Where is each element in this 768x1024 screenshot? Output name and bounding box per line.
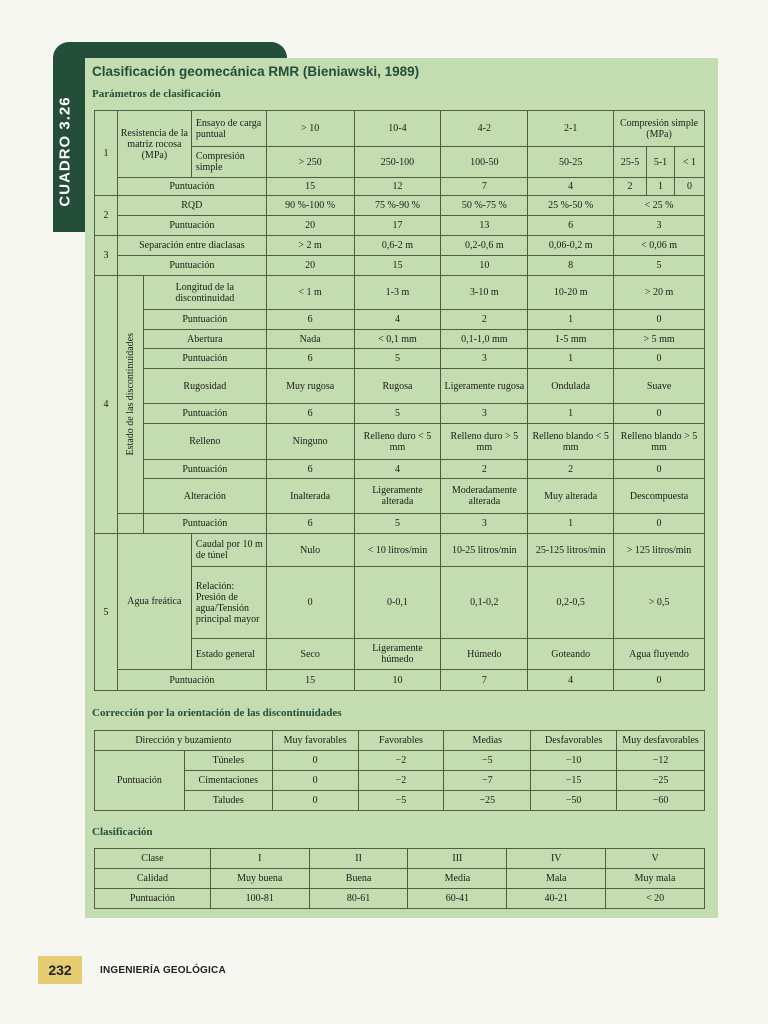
value-cell: Agua fluyendo <box>614 639 705 670</box>
value-cell: 4 <box>354 460 441 479</box>
value-cell: 2 <box>441 460 528 479</box>
value-cell: 10-25 litros/min <box>441 534 528 567</box>
value-cell: −10 <box>531 751 617 771</box>
score-cell: 20 <box>266 216 354 236</box>
value-cell: 3 <box>441 404 528 424</box>
value-cell: 0 <box>614 460 705 479</box>
value-cell: 3 <box>441 349 528 369</box>
value-cell: 100-50 <box>441 147 528 178</box>
value-cell: 90 %-100 % <box>266 196 354 216</box>
value-cell: 0 <box>614 310 705 330</box>
header-cell: Medias <box>444 731 531 751</box>
param-label: Separación entre diaclasas <box>117 236 266 256</box>
value-cell: < 1 m <box>266 276 354 310</box>
score-cell: 12 <box>354 178 441 196</box>
score-label: Puntuación <box>143 460 266 479</box>
value-cell: 60-41 <box>408 889 507 909</box>
row-label: Cimentaciones <box>184 771 272 791</box>
value-cell: > 5 mm <box>614 330 705 349</box>
value-cell: 6 <box>266 310 354 330</box>
value-cell: Descompuesta <box>614 479 705 514</box>
value-cell: Buena <box>309 869 408 889</box>
cuadro-tab-label: CUADRO 3.26 <box>56 95 74 207</box>
table-row <box>95 216 705 236</box>
value-cell: Moderadamente alterada <box>441 479 528 514</box>
value-cell: 4-2 <box>441 111 528 147</box>
value-cell: > 20 m <box>614 276 705 310</box>
value-cell: −5 <box>358 791 444 811</box>
value-cell: 10-20 m <box>528 276 614 310</box>
score-cell: 17 <box>354 216 441 236</box>
score-label: Puntuación <box>117 256 266 276</box>
table-row <box>95 670 705 691</box>
header-cell: Muy favorables <box>272 731 358 751</box>
param-number: 5 <box>95 534 118 691</box>
value-cell: 0,2-0,6 m <box>441 236 528 256</box>
table-row <box>95 330 705 349</box>
value-cell: 0,06-0,2 m <box>528 236 614 256</box>
footer-book-title: INGENIERÍA GEOLÓGICA <box>100 965 226 976</box>
value-cell: 0 <box>614 349 705 369</box>
table-row <box>95 751 705 771</box>
value-cell: 6 <box>266 514 354 534</box>
value-cell: 6 <box>266 349 354 369</box>
value-cell: 25 %-50 % <box>528 196 614 216</box>
score-label: Puntuación <box>117 216 266 236</box>
value-cell: 2 <box>528 460 614 479</box>
value-cell: 1-5 mm <box>528 330 614 349</box>
table-row <box>95 178 705 196</box>
value-cell: Relleno duro > 5 mm <box>441 424 528 460</box>
header-cell: Desfavorables <box>531 731 617 751</box>
value-cell: Muy rugosa <box>266 369 354 404</box>
score-cell: 2 <box>614 178 647 196</box>
score-cell: 0 <box>614 670 705 691</box>
table-row <box>95 889 705 909</box>
score-cell: 0 <box>674 178 704 196</box>
value-cell: < 25 % <box>614 196 705 216</box>
value-cell: V <box>606 849 705 869</box>
value-cell: 2-1 <box>528 111 614 147</box>
value-cell: 50-25 <box>528 147 614 178</box>
row-label: Estado general <box>191 639 266 670</box>
value-cell: Muy buena <box>210 869 309 889</box>
value-cell: Ligeramente húmedo <box>354 639 441 670</box>
param-number: 2 <box>95 196 118 236</box>
value-cell: 5 <box>354 404 441 424</box>
value-cell: 2 <box>441 310 528 330</box>
score-cell: 10 <box>354 670 441 691</box>
sublabel: Compresión simple <box>191 147 266 178</box>
value-cell: 3-10 m <box>441 276 528 310</box>
value-cell: III <box>408 849 507 869</box>
value-cell: 10-4 <box>354 111 441 147</box>
param-number: 1 <box>95 111 118 196</box>
value-cell: 1 <box>528 310 614 330</box>
page-number: 232 <box>38 956 82 984</box>
table-row <box>95 196 705 216</box>
param-number: 3 <box>95 236 118 276</box>
group-label: Puntuación <box>95 751 185 811</box>
score-label: Puntuación <box>143 404 266 424</box>
table-row <box>95 460 705 479</box>
table-title: Clasificación geomecánica RMR (Bieniawski, 1989) <box>92 64 420 79</box>
score-cell: 5 <box>614 256 705 276</box>
value-cell: 0,1-1,0 mm <box>441 330 528 349</box>
table-row <box>95 111 705 147</box>
param-label: Resistencia de la matriz rocosa (MPa) <box>117 111 191 178</box>
value-cell: < 0,1 mm <box>354 330 441 349</box>
value-cell: Compresión simple (MPa) <box>614 111 705 147</box>
value-cell: 0 <box>272 771 358 791</box>
table-row <box>95 256 705 276</box>
table-row <box>95 424 705 460</box>
table-row <box>95 771 705 791</box>
value-cell: Goteando <box>528 639 614 670</box>
value-cell: −2 <box>358 751 444 771</box>
row-label: Rugosidad <box>143 369 266 404</box>
value-cell: Media <box>408 869 507 889</box>
value-cell: 6 <box>266 404 354 424</box>
value-cell: −12 <box>617 751 705 771</box>
score-cell: 15 <box>266 670 354 691</box>
value-cell: < 20 <box>606 889 705 909</box>
value-cell: −60 <box>617 791 705 811</box>
score-label: Puntuación <box>143 514 266 534</box>
value-cell: 5 <box>354 349 441 369</box>
value-cell: −25 <box>444 791 531 811</box>
table-row <box>95 310 705 330</box>
score-label: Puntuación <box>117 178 266 196</box>
value-cell: −50 <box>531 791 617 811</box>
score-label: Puntuación <box>117 670 266 691</box>
value-cell: 50 %-75 % <box>441 196 528 216</box>
value-cell: 0,6-2 m <box>354 236 441 256</box>
score-cell: 10 <box>441 256 528 276</box>
score-cell: 3 <box>614 216 705 236</box>
score-cell: 7 <box>441 670 528 691</box>
value-cell: > 2 m <box>266 236 354 256</box>
value-cell: Ninguno <box>266 424 354 460</box>
value-cell: Relleno blando < 5 mm <box>528 424 614 460</box>
value-cell: I <box>210 849 309 869</box>
rmr-classification-table <box>94 848 705 909</box>
table-row <box>95 369 705 404</box>
value-cell: 250-100 <box>354 147 441 178</box>
row-label: Taludes <box>184 791 272 811</box>
value-cell: Muy alterada <box>528 479 614 514</box>
table-row <box>95 514 705 534</box>
value-cell: −25 <box>617 771 705 791</box>
value-cell: Relleno blando > 5 mm <box>614 424 705 460</box>
orientation-correction-table <box>94 730 705 811</box>
param-label: RQD <box>117 196 266 216</box>
section-heading-parametros: Parámetros de clasificación <box>92 88 221 100</box>
value-cell: 0,1-0,2 <box>441 567 528 639</box>
value-cell: IV <box>507 849 606 869</box>
table-row <box>95 276 705 310</box>
table-row <box>95 731 705 751</box>
value-cell: 25-5 <box>614 147 647 178</box>
value-cell: 40-21 <box>507 889 606 909</box>
value-cell: > 0,5 <box>614 567 705 639</box>
value-cell: 100-81 <box>210 889 309 909</box>
score-cell: 1 <box>647 178 675 196</box>
value-cell: 1-3 m <box>354 276 441 310</box>
value-cell: Ligeramente alterada <box>354 479 441 514</box>
value-cell: 0 <box>614 514 705 534</box>
group-label <box>117 276 143 514</box>
value-cell: Suave <box>614 369 705 404</box>
group-label-text: Estado de las discontinuidades <box>124 333 136 456</box>
row-label: Abertura <box>143 330 266 349</box>
value-cell: 1 <box>528 404 614 424</box>
value-cell: Húmedo <box>441 639 528 670</box>
value-cell: 3 <box>441 514 528 534</box>
table-row <box>95 849 705 869</box>
sublabel: Ensayo de carga puntual <box>191 111 266 147</box>
value-cell: Mala <box>507 869 606 889</box>
header-cell: Dirección y buzamiento <box>95 731 273 751</box>
row-label: Clase <box>95 849 211 869</box>
value-cell: 80-61 <box>309 889 408 909</box>
row-label: Relación: Presión de agua/Tensión principal mayor <box>191 567 266 639</box>
row-label: Calidad <box>95 869 211 889</box>
score-cell: 20 <box>266 256 354 276</box>
value-cell: 6 <box>266 460 354 479</box>
value-cell: Relleno duro < 5 mm <box>354 424 441 460</box>
table-row <box>95 479 705 514</box>
rmr-parameters-table <box>94 110 705 691</box>
score-cell: 4 <box>528 670 614 691</box>
row-label: Puntuación <box>95 889 211 909</box>
table-row <box>95 404 705 424</box>
value-cell: Rugosa <box>354 369 441 404</box>
header-cell: Muy desfavorables <box>617 731 705 751</box>
value-cell: −7 <box>444 771 531 791</box>
value-cell: < 10 litros/min <box>354 534 441 567</box>
value-cell: −2 <box>358 771 444 791</box>
group-label: Agua freática <box>117 534 191 670</box>
score-cell: 8 <box>528 256 614 276</box>
value-cell: > 125 litros/min <box>614 534 705 567</box>
table-row <box>95 349 705 369</box>
value-cell: 25-125 litros/min <box>528 534 614 567</box>
value-cell: Ligeramente rugosa <box>441 369 528 404</box>
param-number: 4 <box>95 276 118 534</box>
value-cell: Inalterada <box>266 479 354 514</box>
section-heading-correccion: Corrección por la orientación de las discontinuidades <box>92 707 342 719</box>
row-label: Caudal por 10 m de túnel <box>191 534 266 567</box>
score-cell: 15 <box>266 178 354 196</box>
value-cell: Nulo <box>266 534 354 567</box>
score-label: Puntuación <box>143 310 266 330</box>
value-cell: 0 <box>266 567 354 639</box>
table-row <box>95 534 705 567</box>
score-cell: 7 <box>441 178 528 196</box>
table-row <box>95 791 705 811</box>
section-heading-clasificacion: Clasificación <box>92 826 153 838</box>
value-cell: 75 %-90 % <box>354 196 441 216</box>
value-cell: < 0,06 m <box>614 236 705 256</box>
value-cell: < 1 <box>674 147 704 178</box>
table-row <box>95 236 705 256</box>
value-cell: Nada <box>266 330 354 349</box>
row-label: Relleno <box>143 424 266 460</box>
row-label: Túneles <box>184 751 272 771</box>
value-cell: 5 <box>354 514 441 534</box>
row-label: Alteración <box>143 479 266 514</box>
value-cell: −5 <box>444 751 531 771</box>
value-cell: 0 <box>614 404 705 424</box>
value-cell: −15 <box>531 771 617 791</box>
header-cell: Favorables <box>358 731 444 751</box>
table-row <box>95 869 705 889</box>
value-cell: Muy mala <box>606 869 705 889</box>
value-cell: 0 <box>272 791 358 811</box>
value-cell: 0,2-0,5 <box>528 567 614 639</box>
group-label-spacer <box>117 514 143 534</box>
value-cell: 1 <box>528 514 614 534</box>
value-cell: 0-0,1 <box>354 567 441 639</box>
score-cell: 6 <box>528 216 614 236</box>
value-cell: > 10 <box>266 111 354 147</box>
value-cell: Seco <box>266 639 354 670</box>
value-cell: II <box>309 849 408 869</box>
score-label: Puntuación <box>143 349 266 369</box>
value-cell: Ondulada <box>528 369 614 404</box>
score-cell: 15 <box>354 256 441 276</box>
score-cell: 13 <box>441 216 528 236</box>
value-cell: > 250 <box>266 147 354 178</box>
value-cell: 0 <box>272 751 358 771</box>
value-cell: 4 <box>354 310 441 330</box>
value-cell: 5-1 <box>647 147 675 178</box>
value-cell: 1 <box>528 349 614 369</box>
row-label: Longitud de la discontinuidad <box>143 276 266 310</box>
score-cell: 4 <box>528 178 614 196</box>
